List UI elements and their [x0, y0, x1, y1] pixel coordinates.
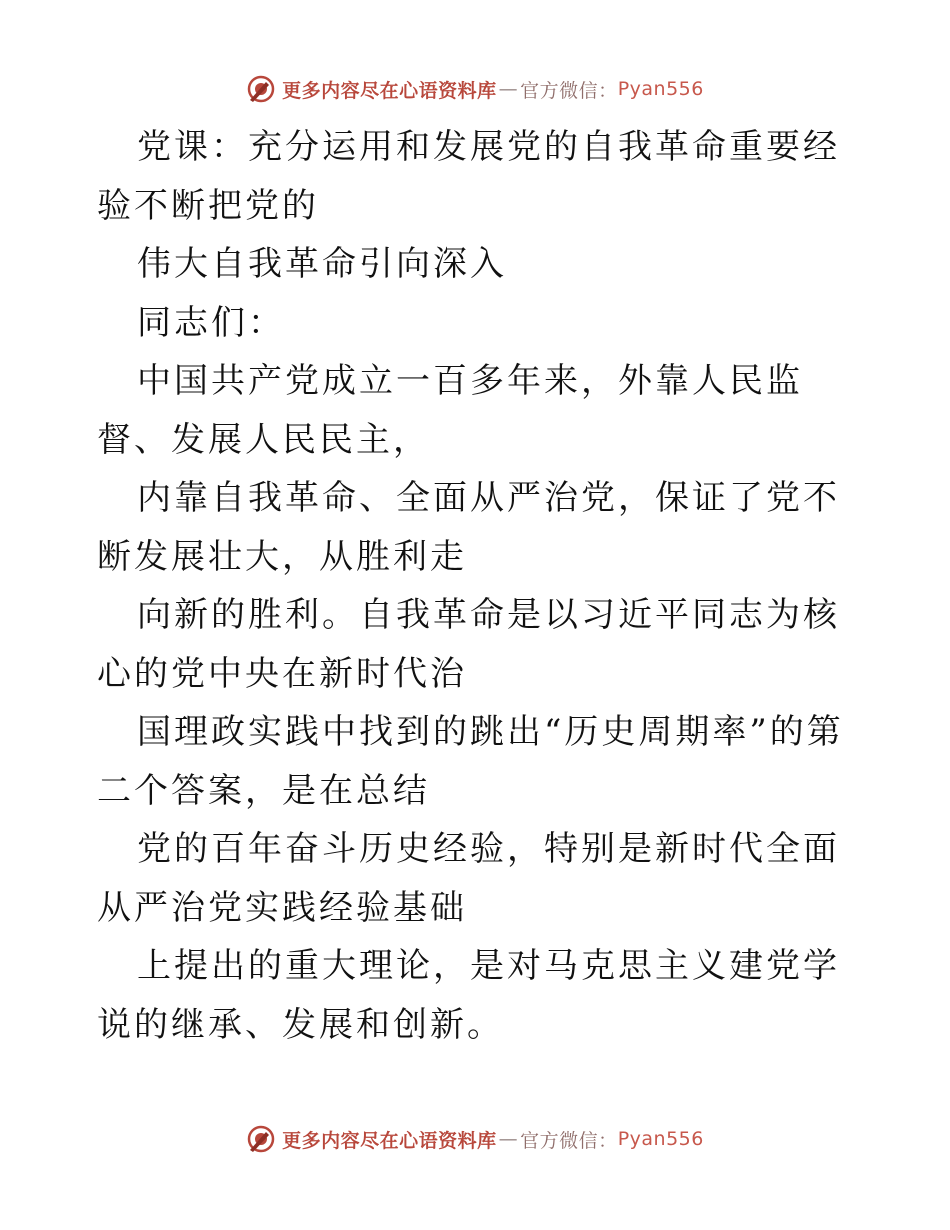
footer-brand: 更多内容尽在心语资料库 [282, 1129, 497, 1152]
doc-line-3: 同志们： [137, 302, 285, 343]
doc-line-1: 党课：充分运用和发展党的自我革命重要经验不断把党的 [97, 127, 840, 226]
footer-banner [0, 1122, 950, 1156]
footer-account: Pyan556 [617, 1128, 704, 1150]
header-banner [0, 72, 950, 106]
doc-line-5: 内靠自我革命、全面从严治党，保证了党不断发展壮大，从胜利走 [97, 478, 840, 577]
footer-dash: — [498, 1128, 519, 1150]
doc-line-6: 向新的胜利。自我革命是以习近平同志为核心的党中央在新时代治 [97, 595, 840, 694]
doc-line-8: 党的百年奋斗历史经验，特别是新时代全面从严治党实践经验基础 [97, 829, 840, 928]
doc-line-9: 上提出的重大理论，是对马克思主义建党学说的继承、发展和创新。 [97, 946, 840, 1045]
footer-wechat-label: 官方微信： [520, 1129, 618, 1152]
header-account: Pyan556 [617, 78, 704, 100]
header-wechat-label: 官方微信： [520, 79, 618, 102]
doc-line-2: 伟大自我革命引向深入 [137, 244, 507, 284]
document-body [97, 118, 857, 1054]
doc-line-7: 国理政实践中找到的跳出“历史周期率”的第二个答案，是在总结 [97, 712, 844, 811]
pen-circle-logo-icon [246, 74, 276, 104]
doc-line-4: 中国共产党成立一百多年来，外靠人民监督、发展人民民主， [97, 361, 803, 460]
header-dash: — [498, 78, 519, 100]
header-brand: 更多内容尽在心语资料库 [282, 79, 497, 102]
pen-circle-logo-icon [246, 1124, 276, 1154]
